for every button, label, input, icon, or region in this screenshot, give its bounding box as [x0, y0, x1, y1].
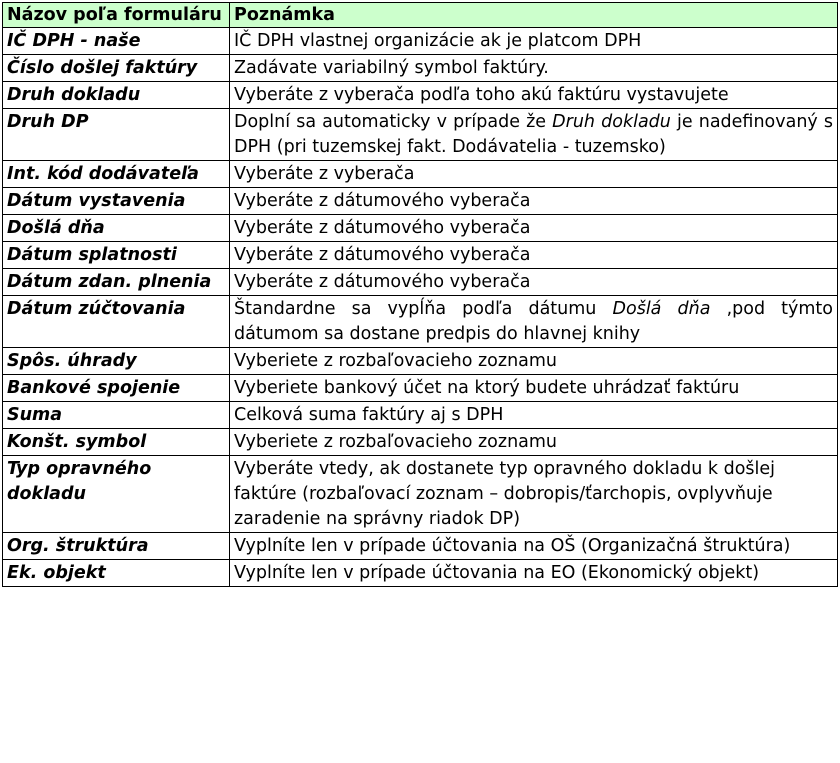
- field-note: Vyberiete z rozbaľovacieho zoznamu: [230, 429, 838, 456]
- field-note: Vyberáte z dátumového vyberača: [230, 188, 838, 215]
- table-row: [3, 429, 838, 456]
- field-name: Číslo došlej faktúry: [3, 55, 230, 82]
- table-row: [3, 215, 838, 242]
- field-name: Suma: [3, 402, 230, 429]
- field-name: IČ DPH - naše: [3, 28, 230, 55]
- field-note: [230, 296, 838, 348]
- field-name: Ek. objekt: [3, 560, 230, 587]
- field-note: Zadávate variabilný symbol faktúry.: [230, 55, 838, 82]
- field-note: Vyplníte len v prípade účtovania na EO (Ekonomický objekt): [230, 560, 838, 587]
- field-name: Int. kód dodávateľa: [3, 161, 230, 188]
- note-text: Štandardne sa vypĺňa podľa dátumu: [234, 299, 613, 319]
- field-name: Druh DP: [3, 109, 230, 161]
- field-note: Vyberiete bankový účet na ktorý budete uhrádzať faktúru: [230, 375, 838, 402]
- table-row: [3, 402, 838, 429]
- field-note: Vyplníte len v prípade účtovania na OŠ (Organizačná štruktúra): [230, 533, 838, 560]
- note-text: ,pod týmto dátumom sa dostane predpis do hlavnej knihy: [234, 299, 833, 344]
- field-name: Druh dokladu: [3, 82, 230, 109]
- note-emphasis: Druh dokladu: [552, 112, 671, 132]
- table-row: [3, 533, 838, 560]
- field-note: Vyberáte z vyberača podľa toho akú faktúru vystavujete: [230, 82, 838, 109]
- field-name: Dátum vystavenia: [3, 188, 230, 215]
- field-name: Konšt. symbol: [3, 429, 230, 456]
- note-emphasis: Došlá dňa: [612, 299, 711, 319]
- table-row: [3, 296, 838, 348]
- table-header-row: [3, 3, 838, 28]
- field-note: Vyberáte vtedy, ak dostanete typ opravného dokladu k došlej faktúre (rozbaľovací zoznam – dobropis/ťarchopis, ovplyvňuje zaradenie na správny riadok DP): [230, 456, 838, 533]
- table-row: [3, 82, 838, 109]
- table-row: [3, 375, 838, 402]
- field-name: Bankové spojenie: [3, 375, 230, 402]
- field-name: Dátum splatnosti: [3, 242, 230, 269]
- form-fields-table: [2, 2, 838, 587]
- note-text: Doplní sa automaticky v prípade že: [234, 112, 553, 132]
- field-name: Dátum zúčtovania: [3, 296, 230, 348]
- field-note: Vyberáte z vyberača: [230, 161, 838, 188]
- note-text: je nadefinovaný s DPH (pri tuzemskej fakt. Dodávatelia - tuzemsko): [234, 112, 833, 157]
- field-note: Vyberáte z dátumového vyberača: [230, 215, 838, 242]
- table-row: [3, 269, 838, 296]
- field-name: Spôs. úhrady: [3, 348, 230, 375]
- table-row: [3, 560, 838, 587]
- field-note: Celková suma faktúry aj s DPH: [230, 402, 838, 429]
- field-name: Org. štruktúra: [3, 533, 230, 560]
- table-row: [3, 161, 838, 188]
- field-name: Dátum zdan. plnenia: [3, 269, 230, 296]
- field-note: Vyberiete z rozbaľovacieho zoznamu: [230, 348, 838, 375]
- table-row: [3, 109, 838, 161]
- field-note: Vyberáte z dátumového vyberača: [230, 269, 838, 296]
- field-note: [230, 109, 838, 161]
- field-note: Vyberáte z dátumového vyberača: [230, 242, 838, 269]
- field-name: Došlá dňa: [3, 215, 230, 242]
- table-row: [3, 55, 838, 82]
- field-note: IČ DPH vlastnej organizácie ak je platcom DPH: [230, 28, 838, 55]
- field-name: Typ opravného dokladu: [3, 456, 230, 533]
- table-row: [3, 28, 838, 55]
- table-row: [3, 242, 838, 269]
- header-field-name: Názov poľa formuláru: [3, 3, 230, 28]
- table-row: [3, 188, 838, 215]
- header-note: Poznámka: [230, 3, 838, 28]
- table-row: [3, 456, 838, 533]
- table-row: [3, 348, 838, 375]
